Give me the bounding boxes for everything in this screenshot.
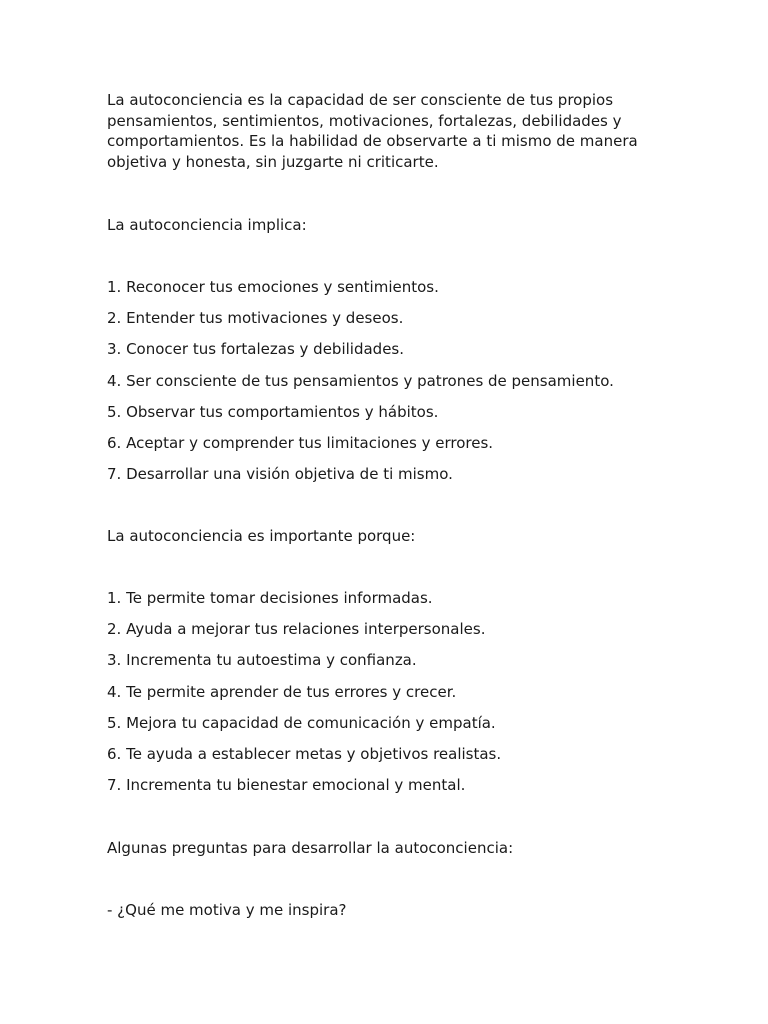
list-item: 5. Mejora tu capacidad de comunicación y empatía. bbox=[107, 713, 496, 732]
list-item: 6. Te ayuda a establecer metas y objetivos realistas. bbox=[107, 744, 502, 763]
list-item: 1. Te permite tomar decisiones informadas. bbox=[107, 589, 433, 607]
document-body bbox=[107, 90, 652, 919]
list-item: 7. Desarrollar una visión objetiva de ti mismo. bbox=[107, 465, 453, 484]
section-heading-preguntas: Algunas preguntas para desarrollar la autoconciencia: bbox=[107, 839, 514, 857]
list-item: 6. Aceptar y comprender tus limitaciones y errores. bbox=[107, 433, 494, 452]
list-item: 1. Reconocer tus emociones y sentimientos. bbox=[107, 278, 439, 296]
list-item: 7. Incrementa tu bienestar emocional y mental. bbox=[107, 776, 466, 795]
list-item: 3. Conocer tus fortalezas y debilidades. bbox=[107, 340, 405, 359]
list-importante bbox=[107, 588, 501, 806]
list-item: 2. Entender tus motivaciones y deseos. bbox=[107, 309, 404, 328]
list-preguntas bbox=[107, 900, 347, 931]
list-implica bbox=[107, 277, 614, 495]
list-item: 2. Ayuda a mejorar tus relaciones interpersonales. bbox=[107, 620, 486, 639]
section-heading-importante: La autoconciencia es importante porque: bbox=[107, 527, 416, 545]
list-item: 4. Te permite aprender de tus errores y crecer. bbox=[107, 682, 457, 701]
list-item: - ¿Qué me motiva y me inspira? bbox=[107, 901, 347, 919]
intro-paragraph: La autoconciencia es la capacidad de ser consciente de tus propios pensamientos, sentimientos, motivaciones, fortalezas, debilidades y comportamientos. Es la habilidad de observarte a ti mismo de manera objetiva y honesta, sin juzgarte ni criticarte. bbox=[107, 91, 638, 172]
list-item: 4. Ser consciente de tus pensamientos y patrones de pensamiento. bbox=[107, 371, 614, 390]
section-heading-implica: La autoconciencia implica: bbox=[107, 216, 307, 234]
list-item: 3. Incrementa tu autoestima y confianza. bbox=[107, 651, 417, 670]
list-item: 5. Observar tus comportamientos y hábitos. bbox=[107, 402, 439, 421]
